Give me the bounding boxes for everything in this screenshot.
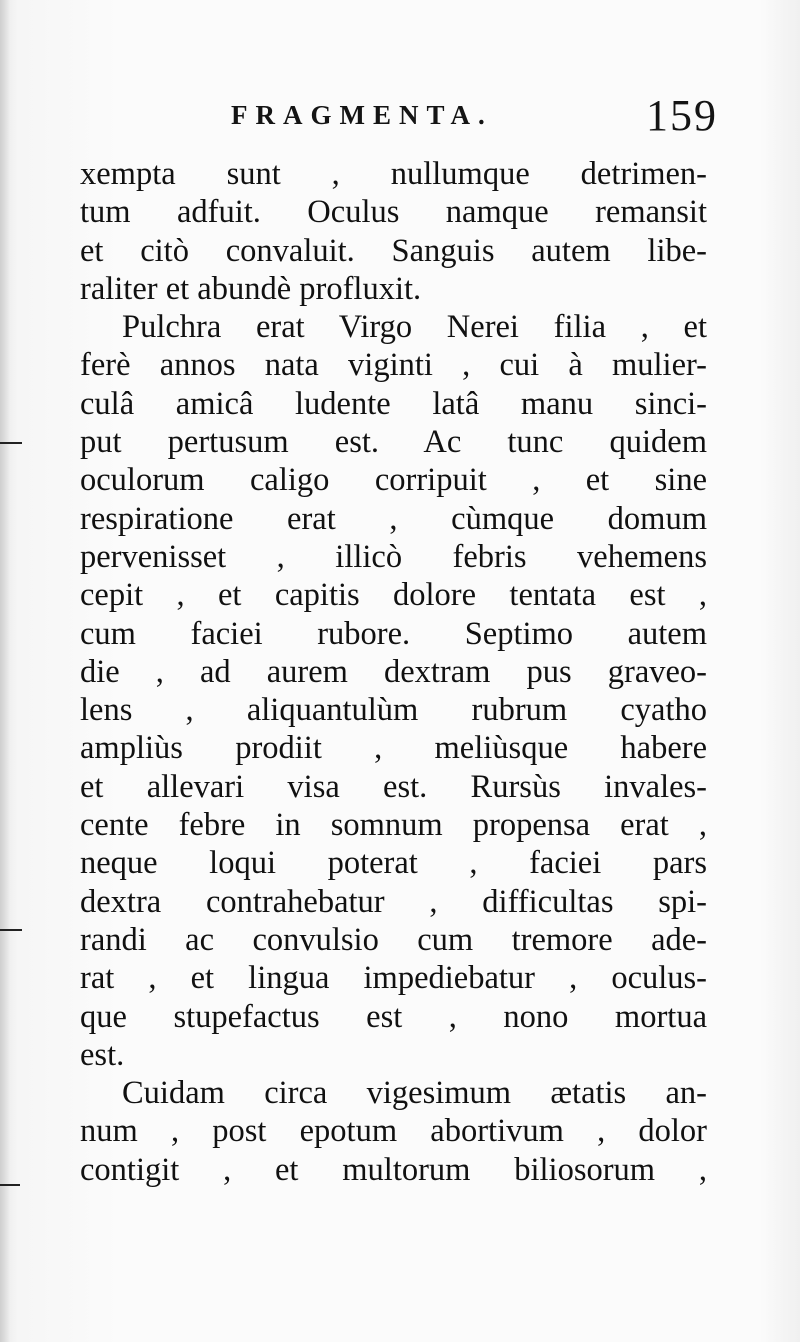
margin-mark [0, 929, 22, 931]
text-line: lens , aliquantulùm rubrum cyatho [80, 692, 707, 729]
text-line: et allevari visa est. Rursùs invales- [80, 768, 707, 805]
page-edge-shadow [0, 0, 10, 1342]
body-text [80, 155, 707, 1189]
text-line: cum faciei rubore. Septimo autem [80, 615, 707, 652]
text-line: num , post epotum abortivum , dolor [80, 1113, 707, 1150]
text-line: pervenisset , illicò febris vehemens [80, 538, 707, 575]
text-line: randi ac convulsio cum tremore ade- [80, 921, 707, 958]
text-line: put pertusum est. Ac tunc quidem [80, 424, 707, 461]
page-header [78, 91, 718, 150]
text-line: tum adfuit. Oculus namque remansit [80, 194, 707, 231]
text-line: cepit , et capitis dolore tentata est , [80, 577, 707, 614]
margin-mark [0, 1184, 20, 1186]
paragraph-start-line: Pulchra erat Virgo Nerei filia , et [122, 309, 707, 346]
text-line: est. [80, 1036, 125, 1073]
text-line: ampliùs prodiit , meliùsque habere [80, 730, 707, 767]
text-line: contigit , et multorum biliosorum , [80, 1151, 707, 1188]
text-line: oculorum caligo corripuit , et sine [80, 462, 707, 499]
text-line: die , ad aurem dextram pus graveo- [80, 653, 707, 690]
margin-mark [0, 442, 22, 444]
text-line: xempta sunt , nullumque detrimen- [80, 156, 707, 192]
running-title: FRAGMENTA. [231, 100, 493, 130]
text-line: culâ amicâ ludente latâ manu sinci- [80, 385, 707, 422]
text-line: dextra contrahebatur , difficultas spi- [80, 883, 707, 920]
text-line: raliter et abundè profluxit. [80, 270, 422, 307]
text-line: neque loqui poterat , faciei pars [80, 845, 707, 882]
page-number: 159 [646, 91, 718, 140]
text-line: rat , et lingua impediebatur , oculus- [80, 960, 707, 997]
paragraph-start-line: Cuidam circa vigesimum ætatis an- [122, 1075, 707, 1112]
text-line: ferè annos nata viginti , cui à mulier- [80, 347, 707, 384]
text-line: que stupefactus est , nono mortua [80, 998, 707, 1035]
text-line: et citò convaluit. Sanguis autem libe- [80, 232, 707, 269]
text-line: respiratione erat , cùmque domum [80, 500, 707, 537]
text-line: cente febre in somnum propensa erat , [80, 807, 707, 844]
